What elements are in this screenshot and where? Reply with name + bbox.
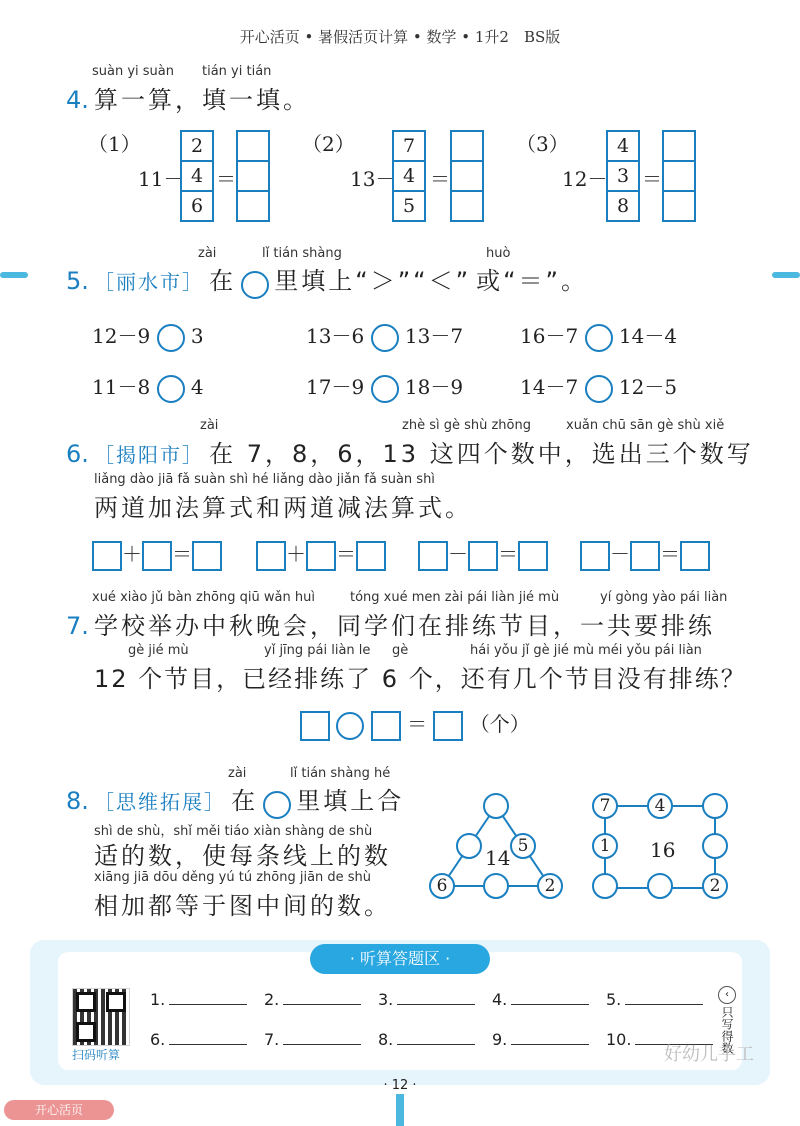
q4-text: 算一算，填一填。: [94, 86, 310, 114]
op: －: [610, 542, 630, 566]
answer-box[interactable]: [356, 541, 386, 571]
q4-part2-minuend: 13－: [350, 167, 396, 191]
bottom-tab-marker: [396, 1094, 404, 1126]
q7-pinyin-1b: tóng xué men zài pái liàn jié mù: [350, 590, 560, 605]
watermark-text: 好幼儿手工: [664, 1044, 754, 1065]
right-tab-marker: [772, 272, 800, 278]
q8-pinyin-3: xiāng jiā dōu děng yú tú zhōng jiān de shù: [94, 870, 372, 885]
q5-title: [66, 261, 588, 299]
square-node[interactable]: [647, 873, 673, 899]
q8-pinyin-1a: zài: [228, 766, 247, 781]
q5-left: 11－8: [92, 375, 151, 399]
stack-cell: 4: [608, 132, 638, 162]
blank-number: 1.: [150, 990, 166, 1009]
q5-left: 13－6: [306, 324, 365, 348]
square-node[interactable]: [702, 833, 728, 859]
square-node[interactable]: [592, 873, 618, 899]
q8-text-1b: 里填上合: [296, 787, 405, 815]
q4-part3-answers[interactable]: [662, 130, 696, 222]
q7-number: 7.: [66, 612, 89, 640]
answer-box[interactable]: [664, 192, 694, 220]
q5-left: 17－9: [306, 375, 365, 399]
answer-box[interactable]: [580, 541, 610, 571]
logo: 开心活页: [4, 1100, 114, 1120]
answer-box[interactable]: [452, 192, 482, 220]
unit-label: （个）: [469, 712, 530, 736]
triangle-node[interactable]: [483, 873, 509, 899]
page-number: · 12 ·: [383, 1078, 417, 1093]
blank-number: 10.: [606, 1030, 632, 1049]
q6-equations: [418, 538, 548, 571]
answer-box[interactable]: [238, 192, 268, 220]
circle-blank-icon: [263, 791, 291, 819]
stack-cell: 8: [616, 195, 630, 217]
answer-blank[interactable]: [378, 1030, 475, 1049]
q4-part1-label: （1）: [88, 132, 141, 156]
compare-circle[interactable]: [157, 324, 185, 352]
q8-number: 8.: [66, 787, 89, 815]
q7-pinyin-1a: xué xiào jǔ bàn zhōng qiū wǎn huì: [92, 590, 315, 605]
q5-number: 5.: [66, 267, 89, 295]
compare-circle[interactable]: [371, 324, 399, 352]
blank-number: 3.: [378, 990, 394, 1009]
answer-box[interactable]: [256, 541, 286, 571]
blank-number: 9.: [492, 1030, 508, 1049]
q6-text-2: 两道加法算式和两道减法算式。: [94, 494, 472, 522]
stack-cell: 6: [190, 195, 204, 217]
q8-pinyin-1b: lǐ tián shàng hé: [290, 766, 391, 781]
q5-text-a: 在: [209, 267, 237, 295]
op: ＋: [286, 542, 306, 566]
square-center-number: 16: [650, 838, 676, 862]
q6-pinyin-1b: zhè sì gè shù zhōng: [402, 418, 531, 433]
answer-blank[interactable]: [606, 990, 703, 1009]
answer-box[interactable]: [300, 711, 330, 741]
triangle-node[interactable]: [483, 793, 509, 819]
q4-part3-eq: ＝: [642, 167, 662, 191]
answer-box[interactable]: [433, 711, 463, 741]
q5-pinyin-3: huò: [486, 246, 511, 261]
q6-equations: [580, 538, 710, 571]
q4-title: [66, 80, 310, 115]
stack-cell: 3: [608, 162, 638, 192]
answer-box[interactable]: [92, 541, 122, 571]
qr-corner-icon: [106, 992, 126, 1012]
q5-item: [520, 320, 677, 352]
compare-circle[interactable]: [585, 375, 613, 403]
square-node[interactable]: [702, 793, 728, 819]
triangle-center-number: 14: [485, 846, 511, 870]
q5-item: [92, 371, 204, 403]
q4-pinyin-1: suàn yi suàn: [92, 64, 175, 79]
q4-part2-label: （2）: [302, 132, 355, 156]
q5-pinyin-1: zài: [198, 246, 217, 261]
q6-number: 6.: [66, 440, 89, 468]
q8-tag: ［思维拓展］: [94, 790, 226, 814]
q4-part1-stack: [180, 130, 214, 222]
answer-blank[interactable]: [378, 990, 475, 1009]
q5-tag: ［丽水市］: [94, 270, 204, 294]
answer-box[interactable]: [518, 541, 548, 571]
q5-item: [520, 371, 677, 403]
compare-circle[interactable]: [585, 324, 613, 352]
answer-box[interactable]: [192, 541, 222, 571]
q6-equations: [256, 538, 386, 571]
q8-text-3: 相加都等于图中间的数。: [94, 892, 391, 920]
answer-box[interactable]: [664, 132, 694, 162]
answer-blank[interactable]: [492, 990, 589, 1009]
answer-box[interactable]: [142, 541, 172, 571]
side-note: 只写得数: [720, 1006, 734, 1054]
q4-part3-label: （3）: [516, 132, 569, 156]
triangle-node-bottom-right: 2: [537, 873, 563, 899]
answer-box[interactable]: [418, 541, 448, 571]
triangle-node-right-mid: 5: [510, 833, 536, 859]
answer-area-title: · 听算答题区 ·: [310, 944, 490, 974]
circle-blank-icon: [241, 271, 269, 299]
q5-left: 14－7: [520, 375, 579, 399]
q4-number: 4.: [66, 86, 89, 114]
square-node-bottom-right: 2: [702, 873, 728, 899]
stack-cell: 5: [402, 195, 416, 217]
answer-box[interactable]: [238, 132, 268, 162]
stack-cell: 4: [394, 162, 424, 192]
q6-pinyin-1a: zài: [200, 418, 219, 433]
square-node-top-mid: 4: [647, 793, 673, 819]
answer-box[interactable]: [238, 162, 268, 192]
blank-number: 2.: [264, 990, 280, 1009]
op: ＝: [172, 542, 192, 566]
op: ＝: [660, 542, 680, 566]
square-node-top-left: 7: [592, 793, 618, 819]
q5-right: 4: [190, 375, 204, 399]
q4-part2-eq: ＝: [430, 167, 450, 191]
answer-box[interactable]: [452, 162, 482, 192]
q5-right: 13－7: [404, 324, 464, 348]
q6-equations: [92, 538, 222, 571]
answer-box[interactable]: [664, 162, 694, 192]
q7-pinyin-2d: hái yǒu jǐ gè jié mù méi yǒu pái liàn: [470, 643, 702, 658]
answer-box[interactable]: [371, 711, 401, 741]
op: ＋: [122, 542, 142, 566]
qr-corner-icon: [76, 1022, 96, 1042]
answer-blank[interactable]: [264, 990, 361, 1009]
q7-pinyin-2c: gè: [392, 643, 409, 658]
triangle-node[interactable]: [456, 833, 482, 859]
answer-blank[interactable]: [150, 990, 247, 1009]
answer-box[interactable]: [680, 541, 710, 571]
q8-text-2: 适的数，使每条线上的数: [94, 842, 391, 870]
q5-item: [306, 371, 463, 403]
q4-part2-answers[interactable]: [450, 130, 484, 222]
q6-pinyin-2: liǎng dào jiā fǎ suàn shì hé liǎng dào jiǎn fǎ suàn shì: [94, 472, 435, 487]
op: ＝: [498, 542, 518, 566]
square-node-left-mid: 1: [592, 833, 618, 859]
op: －: [448, 542, 468, 566]
q5-right: 18－9: [404, 375, 464, 399]
blank-number: 5.: [606, 990, 622, 1009]
arrow-left-icon: ‹: [718, 986, 736, 1004]
q5-item: [92, 320, 204, 352]
q5-left: 12－9: [92, 324, 151, 348]
q4-pinyin-2: tián yi tián: [202, 64, 272, 79]
q7-pinyin-2a: gè jié mù: [128, 643, 189, 658]
compare-circle[interactable]: [371, 375, 399, 403]
blank-number: 8.: [378, 1030, 394, 1049]
answer-blank[interactable]: [264, 1030, 361, 1049]
q7-line1: [66, 606, 715, 641]
q4-part3-stack: [606, 130, 640, 222]
qr-label: 扫码听算: [72, 1048, 121, 1062]
stack-cell: 7: [394, 132, 424, 162]
answer-box[interactable]: [452, 132, 482, 162]
q5-text-b: 里填上“＞”“＜”: [274, 267, 472, 295]
q5-right: 14－4: [618, 324, 678, 348]
q8-pinyin-2: shì de shù，shǐ měi tiáo xiàn shàng de shù: [94, 824, 373, 839]
answer-box[interactable]: [468, 541, 498, 571]
q4-part1-answers[interactable]: [236, 130, 270, 222]
page-header: 开心活页 • 暑假活页计算 • 数学 • 1升2 BS版: [239, 28, 561, 46]
q4-part1-eq: ＝: [216, 167, 236, 191]
answer-blank[interactable]: [492, 1030, 589, 1049]
q4-part3-minuend: 12－: [562, 167, 608, 191]
blank-number: 6.: [150, 1030, 166, 1049]
q5-text-c: 或“＝”。: [476, 267, 588, 295]
answer-box[interactable]: [630, 541, 660, 571]
answer-box[interactable]: [306, 541, 336, 571]
q7-pinyin-1c: yí gòng yào pái liàn: [600, 590, 728, 605]
q6-pinyin-1c: xuǎn chū sān gè shù xiě: [566, 418, 725, 433]
q8-text-1a: 在: [231, 787, 259, 815]
q5-right: 12－5: [618, 375, 678, 399]
q4-part2-stack: [392, 130, 426, 222]
stack-cell: 2: [182, 132, 212, 162]
operator-circle[interactable]: [336, 712, 364, 740]
q5-right: 3: [190, 324, 204, 348]
q5-pinyin-2: lǐ tián shàng: [262, 246, 342, 261]
answer-blank[interactable]: [150, 1030, 247, 1049]
triangle-node-bottom-left: 6: [429, 873, 455, 899]
blank-number: 4.: [492, 990, 508, 1009]
op: ＝: [407, 712, 428, 736]
q7-text-1: 学校举办中秋晚会，同学们在排练节目，一共要排练: [94, 612, 715, 640]
q6-text-1: 在 7，8，6，13 这四个数中，选出三个数写: [209, 440, 754, 468]
q6-tag: ［揭阳市］: [94, 443, 204, 467]
op: ＝: [336, 542, 356, 566]
qr-corner-icon: [76, 992, 96, 1012]
q6-line1: [66, 434, 754, 469]
q5-item: [306, 320, 463, 352]
left-tab-marker: [0, 272, 28, 278]
q7-equation: [300, 708, 530, 741]
q5-left: 16－7: [520, 324, 579, 348]
q7-text-2: 12 个节目，已经排练了 6 个，还有几个节目没有排练？: [94, 665, 747, 693]
blank-number: 7.: [264, 1030, 280, 1049]
compare-circle[interactable]: [157, 375, 185, 403]
q4-part1-minuend: 11－: [138, 167, 184, 191]
q8-line1: [66, 781, 404, 819]
q7-pinyin-2b: yǐ jīng pái liàn le: [264, 643, 371, 658]
stack-cell: 4: [182, 162, 212, 192]
